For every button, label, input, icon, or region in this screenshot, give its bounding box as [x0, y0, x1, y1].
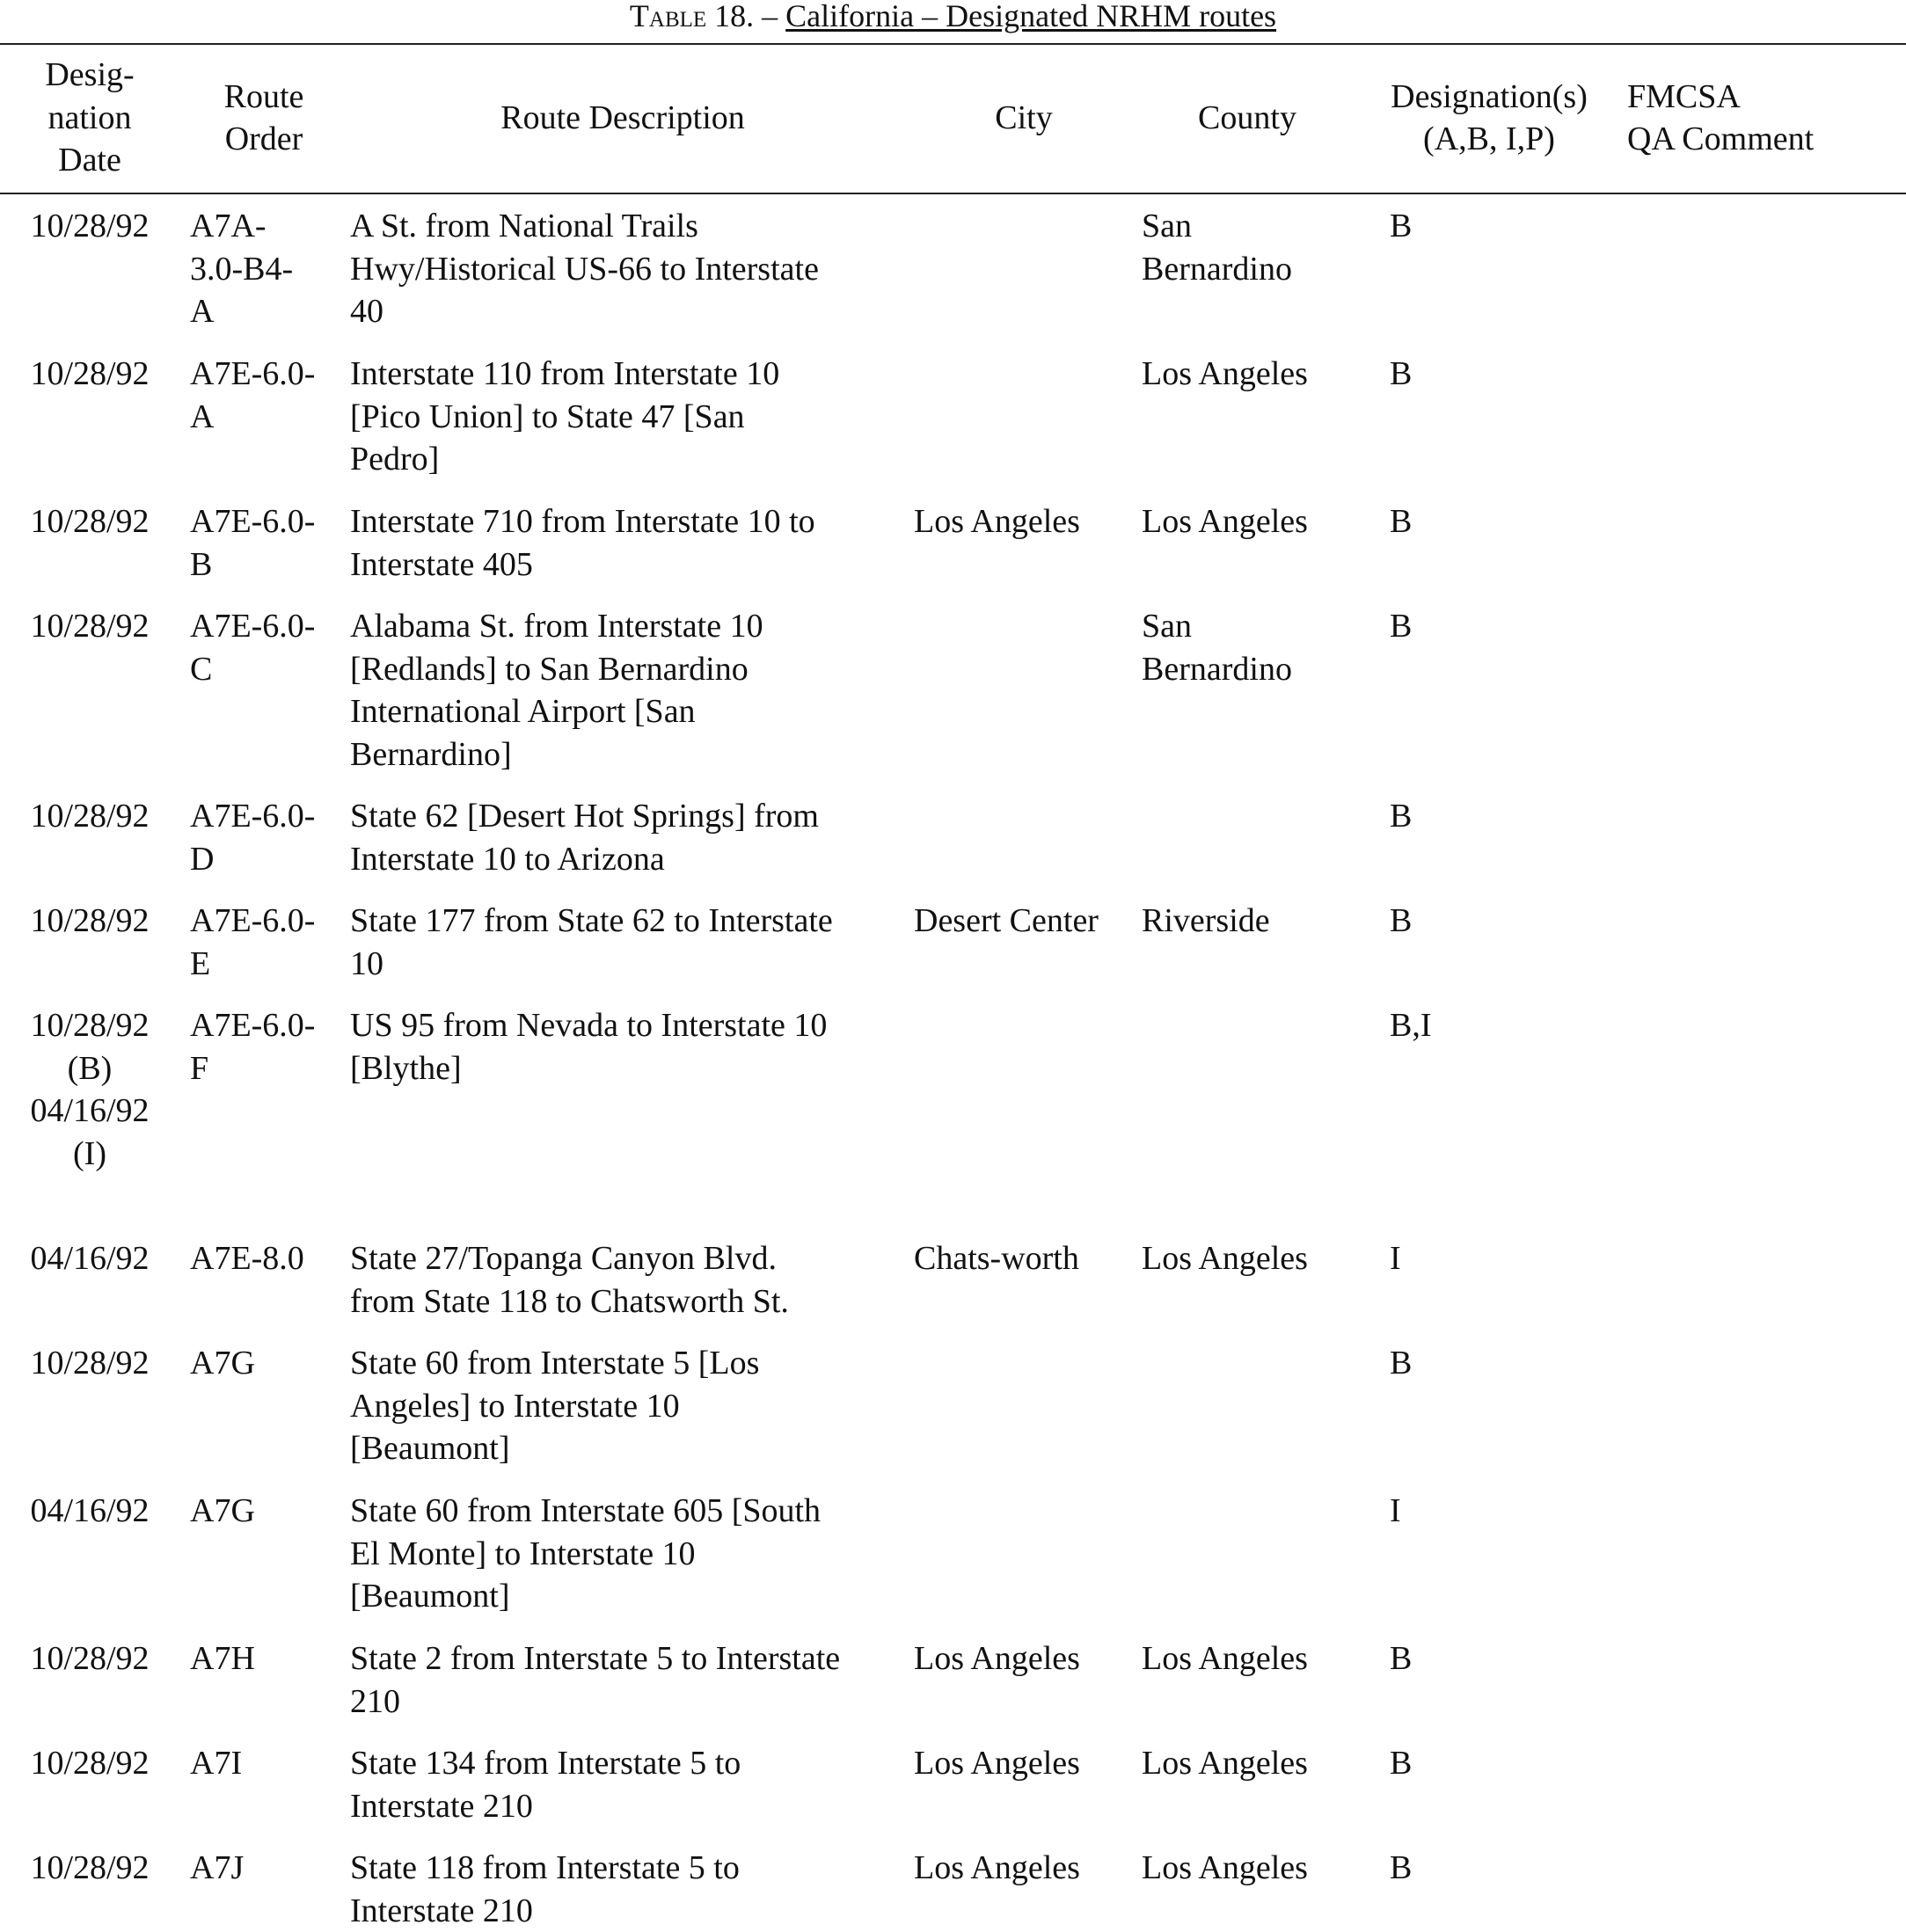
- cell-city: Los Angeles: [914, 503, 1080, 540]
- cell-designations: B: [1390, 1849, 1413, 1886]
- table-caption: [0, 0, 1906, 33]
- cell-route-order: A7E-6.0- A: [190, 355, 316, 435]
- cell-designations: B: [1390, 798, 1413, 835]
- table-title: California – Designated NRHM routes: [785, 0, 1277, 33]
- cell-date: 10/28/92: [30, 503, 150, 540]
- cell-route-order: A7H: [190, 1640, 255, 1677]
- cell-date: 04/16/92: [30, 1240, 150, 1277]
- cell-description: Interstate 710 from Interstate 10 to Interstate 405: [350, 503, 815, 583]
- cell-description: State 118 from Interstate 5 to Interstate 210: [350, 1849, 740, 1929]
- cell-route-order: A7E-6.0- F: [190, 1007, 316, 1087]
- header-route-description: Route Description: [500, 98, 745, 136]
- cell-designations: B: [1390, 1640, 1413, 1677]
- cell-route-order: A7J: [190, 1849, 245, 1886]
- cell-description: Alabama St. from Interstate 10 [Redlands] to San Bernardino International Airport [San Bernardino]: [350, 608, 763, 773]
- cell-city: Desert Center: [914, 902, 1099, 939]
- cell-route-order: A7I: [190, 1745, 243, 1782]
- cell-county: Los Angeles: [1142, 1240, 1308, 1277]
- cell-county: Riverside: [1142, 902, 1270, 939]
- cell-city: Los Angeles: [914, 1849, 1080, 1886]
- cell-county: Los Angeles: [1142, 355, 1308, 392]
- cell-designations: B: [1390, 1745, 1413, 1782]
- cell-description: State 134 from Interstate 5 to Interstate 210: [350, 1745, 741, 1825]
- cell-designations: B: [1390, 1345, 1413, 1382]
- cell-description: US 95 from Nevada to Interstate 10 [Blythe]: [350, 1007, 828, 1087]
- header-rule: [0, 193, 1906, 194]
- cell-date: 10/28/92: [30, 1745, 150, 1782]
- cell-route-order: A7G: [190, 1492, 255, 1529]
- cell-description: State 2 from Interstate 5 to Interstate 210: [350, 1640, 841, 1720]
- header-designation-date: Desig- nation Date: [45, 56, 135, 179]
- cell-date: 10/28/92: [30, 355, 150, 392]
- cell-designations: B: [1390, 503, 1413, 540]
- cell-description: State 62 [Desert Hot Springs] from Interstate 10 to Arizona: [350, 798, 819, 878]
- cell-description: Interstate 110 from Interstate 10 [Pico Union] to State 47 [San Pedro]: [350, 355, 780, 478]
- cell-county: Los Angeles: [1142, 503, 1308, 540]
- cell-designations: B: [1390, 902, 1413, 939]
- cell-designations: I: [1390, 1240, 1401, 1277]
- table-label: Table 18. –: [629, 0, 786, 33]
- header-county: County: [1198, 98, 1296, 136]
- header-qa-comment: FMCSA QA Comment: [1627, 77, 1815, 157]
- cell-description: State 60 from Interstate 605 [South El Monte] to Interstate 10 [Beaumont]: [350, 1492, 822, 1615]
- cell-designations: B: [1390, 355, 1413, 392]
- cell-description: State 27/Topanga Canyon Blvd. from State 118 to Chatsworth St.: [350, 1240, 789, 1320]
- cell-county: Los Angeles: [1142, 1640, 1308, 1677]
- cell-route-order: A7E-6.0- E: [190, 902, 316, 982]
- table-header-row: [0, 43, 1906, 193]
- cell-description: A St. from National Trails Hwy/Historical US-66 to Interstate 40: [350, 208, 819, 330]
- cell-county: San Bernardino: [1142, 208, 1292, 288]
- cell-designations: B,I: [1390, 1007, 1432, 1044]
- cell-date: 10/28/92: [30, 608, 150, 645]
- cell-route-order: A7E-6.0- D: [190, 798, 316, 878]
- cell-city: Los Angeles: [914, 1745, 1080, 1782]
- cell-designations: I: [1390, 1492, 1401, 1529]
- cell-date: 10/28/92 (B) 04/16/92 (I): [30, 1007, 150, 1172]
- cell-city: Los Angeles: [914, 1640, 1080, 1677]
- cell-county: San Bernardino: [1142, 608, 1292, 688]
- cell-description: State 60 from Interstate 5 [Los Angeles] to Interstate 10 [Beaumont]: [350, 1345, 760, 1467]
- cell-county: Los Angeles: [1142, 1745, 1308, 1782]
- cell-route-order: A7E-6.0- C: [190, 608, 316, 688]
- cell-city: Chats-worth: [914, 1240, 1079, 1277]
- cell-route-order: A7E-6.0- B: [190, 503, 316, 583]
- cell-county: Los Angeles: [1142, 1849, 1308, 1886]
- cell-designations: B: [1390, 608, 1413, 645]
- cell-route-order: A7G: [190, 1345, 255, 1382]
- cell-route-order: A7E-8.0: [190, 1240, 304, 1277]
- cell-date: 10/28/92: [30, 1345, 150, 1382]
- cell-date: 10/28/92: [30, 1640, 150, 1677]
- cell-description: State 177 from State 62 to Interstate 10: [350, 902, 833, 982]
- cell-date: 10/28/92: [30, 902, 150, 939]
- header-city: City: [995, 98, 1053, 136]
- header-route-order: Route Order: [223, 77, 304, 157]
- cell-date: 04/16/92: [30, 1492, 150, 1529]
- header-designations: Designation(s) (A,B, I,P): [1391, 77, 1588, 157]
- cell-date: 10/28/92: [30, 798, 150, 835]
- cell-date: 10/28/92: [30, 208, 150, 244]
- cell-route-order: A7A- 3.0-B4- A: [190, 208, 294, 330]
- cell-date: 10/28/92: [30, 1849, 150, 1886]
- cell-designations: B: [1390, 208, 1413, 244]
